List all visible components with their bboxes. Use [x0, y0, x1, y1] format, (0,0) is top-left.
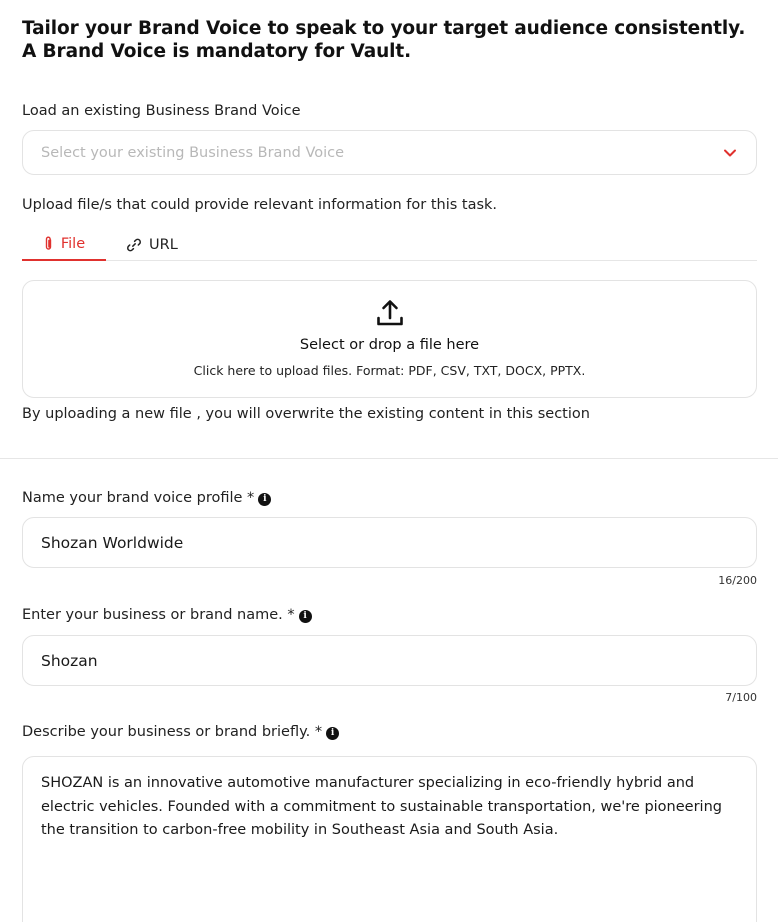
info-icon[interactable]: i	[326, 727, 339, 740]
profile-name-counter: 16/200	[718, 574, 757, 587]
paperclip-icon	[43, 236, 54, 251]
description-textarea[interactable]: SHOZAN is an innovative automotive manufacturer specializing in eco-friendly hybrid and electric vehicles. Founded with a commitment to sustainable transportation, we're pioneering the transition to carbon-free mobility in Southeast Asia and South Asia.	[22, 756, 757, 922]
tab-file-label: File	[60, 235, 86, 252]
existing-brand-voice-select[interactable]	[22, 130, 757, 175]
tab-url[interactable]	[126, 228, 190, 261]
upload-tabs	[22, 228, 757, 261]
overwrite-note: By uploading a new file , you will overwrite the existing content in this section	[22, 406, 590, 422]
description-label-text: Describe your business or brand briefly. *	[22, 724, 323, 740]
profile-name-input[interactable]: Shozan Worldwide	[22, 517, 757, 568]
profile-name-label	[22, 488, 271, 508]
page-title: Tailor your Brand Voice to speak to your target audience consistently. A Brand Voice is mandatory for Vault.	[22, 18, 746, 62]
info-icon[interactable]: i	[258, 493, 271, 506]
info-icon[interactable]: i	[299, 610, 312, 623]
upload-icon	[375, 297, 405, 327]
upload-label: Upload file/s that could provide relevant information for this task.	[22, 197, 498, 213]
brand-name-input[interactable]: Shozan	[22, 635, 757, 686]
select-placeholder: Select your existing Business Brand Voice	[41, 144, 345, 161]
brand-name-label	[22, 605, 312, 625]
link-icon	[126, 237, 142, 253]
tab-url-label: URL	[149, 236, 178, 253]
profile-name-label-text: Name your brand voice profile *	[22, 490, 255, 506]
section-divider	[0, 458, 778, 459]
dropzone-title: Select or drop a file here	[299, 337, 480, 353]
file-dropzone[interactable]	[22, 280, 757, 398]
chevron-down-icon	[722, 145, 738, 161]
tab-file[interactable]	[22, 228, 106, 261]
description-label	[22, 722, 339, 742]
brand-name-label-text: Enter your business or brand name. *	[22, 607, 295, 623]
brand-name-counter: 7/100	[725, 691, 757, 704]
dropzone-subtitle: Click here to upload files. Format: PDF, CSV, TXT, DOCX, PPTX.	[193, 363, 586, 378]
load-existing-label: Load an existing Business Brand Voice	[22, 103, 301, 119]
